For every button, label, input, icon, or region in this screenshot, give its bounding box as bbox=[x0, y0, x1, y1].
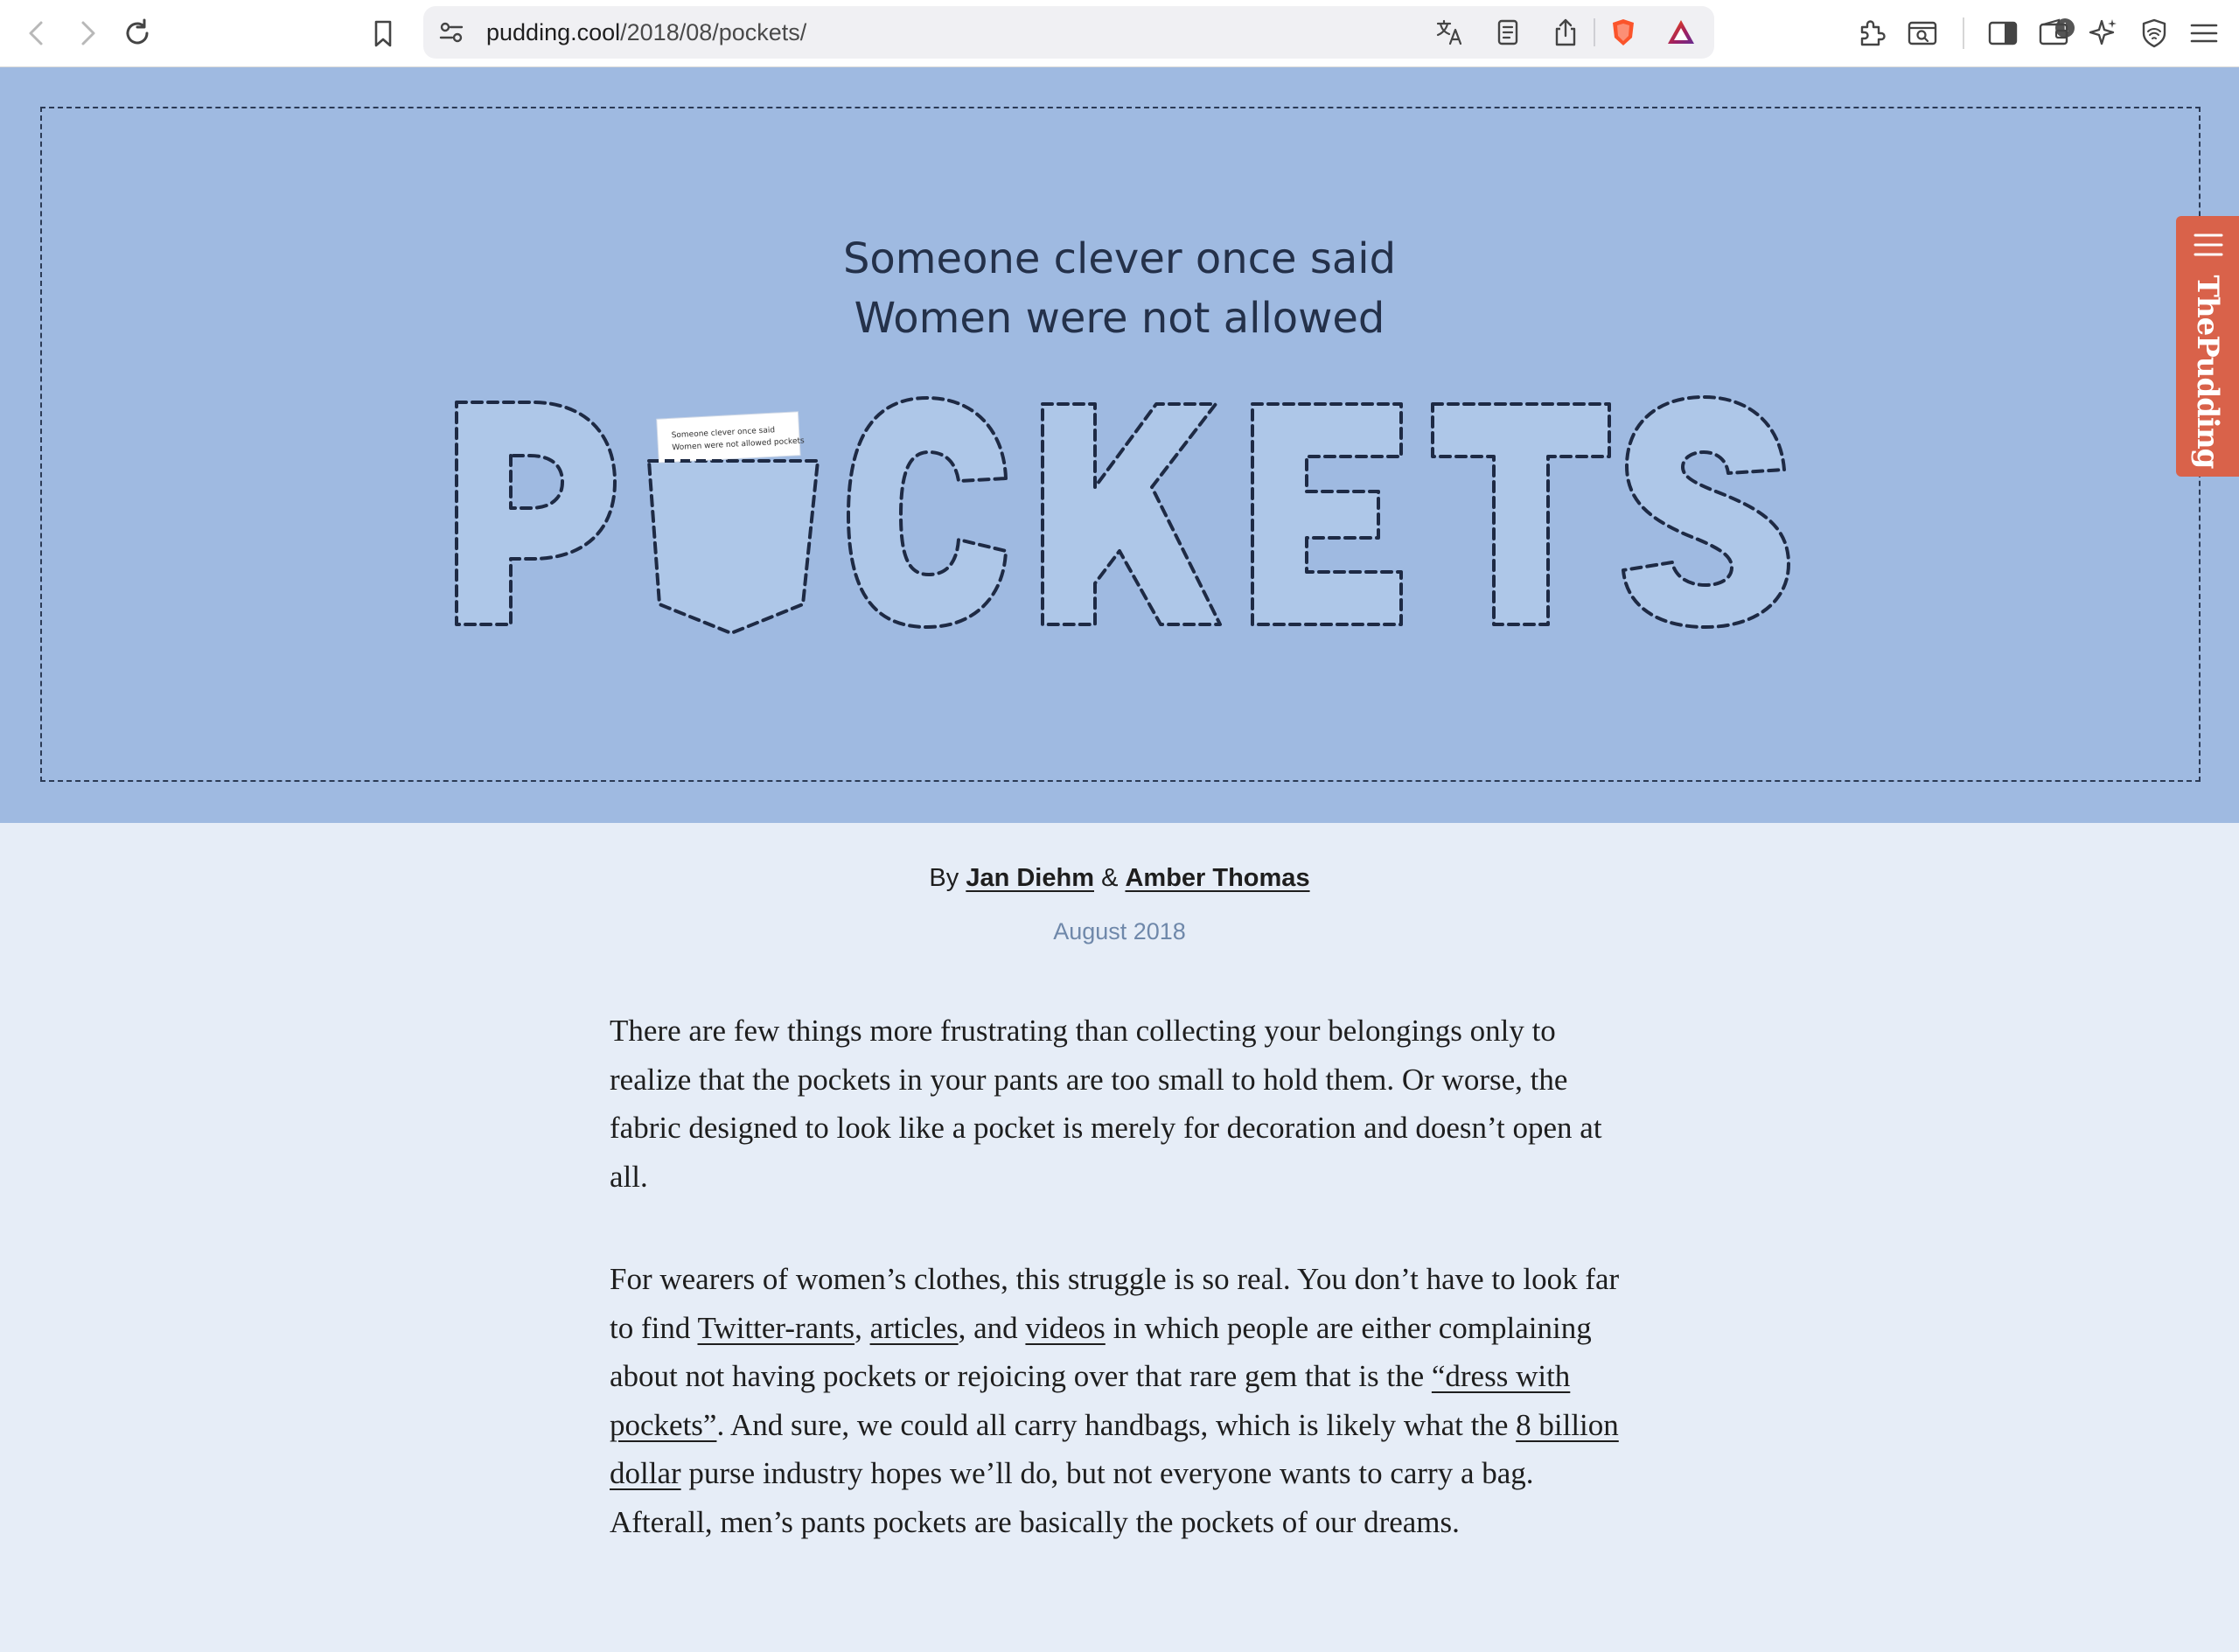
shield-count-badge: 1 bbox=[2055, 18, 2075, 38]
byline-amp: & bbox=[1101, 864, 1119, 892]
the-pudding-logo[interactable]: ThePudding bbox=[2190, 275, 2225, 469]
link-8-billion-dollar[interactable]: 8 billion dollar bbox=[610, 1407, 1619, 1490]
toolbar-divider bbox=[1963, 17, 1964, 49]
link-dress-with-pockets[interactable]: “dress with pockets” bbox=[610, 1359, 1571, 1442]
side-menu-icon[interactable] bbox=[2194, 232, 2223, 258]
byline bbox=[0, 864, 2239, 893]
pocket-note-line-2: Women were not allowed pockets bbox=[672, 436, 805, 453]
hero-line-1: Someone clever once said bbox=[842, 234, 1397, 283]
pocket-note bbox=[657, 411, 806, 463]
publish-date: August 2018 bbox=[1053, 918, 1186, 944]
brave-shield-icon[interactable] bbox=[1608, 17, 1639, 48]
p2-text-c: , and bbox=[958, 1310, 1026, 1345]
url-domain: pudding.cool bbox=[486, 19, 621, 45]
sidebar-icon[interactable] bbox=[1985, 16, 2020, 51]
byline-prefix: By bbox=[929, 864, 959, 892]
hero-line-2: Women were not allowed bbox=[854, 294, 1385, 343]
vpn-icon[interactable] bbox=[2137, 16, 2172, 51]
url-text[interactable] bbox=[486, 6, 806, 59]
link-twitter-rants[interactable]: Twitter-rants bbox=[697, 1310, 855, 1345]
site-settings-icon[interactable] bbox=[436, 17, 467, 48]
p2-text-e: . And sure, we could all carry handbags, which is likely what the bbox=[716, 1407, 1517, 1442]
pocket-note-line-1: Someone clever once said bbox=[671, 426, 776, 441]
pocket-shape bbox=[649, 461, 818, 633]
reload-icon[interactable] bbox=[120, 16, 155, 51]
url-divider bbox=[1594, 18, 1595, 46]
letter-t bbox=[1433, 404, 1609, 624]
letter-s bbox=[1623, 397, 1789, 627]
letter-k bbox=[1043, 404, 1220, 624]
menu-icon[interactable] bbox=[2187, 16, 2222, 51]
p2-text-d: in which people are either complaining about not having pockets or rejoicing over that rare gem that is the bbox=[610, 1310, 1592, 1393]
share-icon[interactable] bbox=[1550, 17, 1581, 48]
link-videos[interactable]: videos bbox=[1025, 1310, 1106, 1345]
leo-icon[interactable] bbox=[2086, 16, 2121, 51]
letter-p bbox=[457, 402, 615, 624]
p2-text-a: For wearers of women’s clothes, this struggle is so real. You don’t have to look far to find bbox=[610, 1262, 1620, 1345]
author-link-jan-diehm[interactable]: Jan Diehm bbox=[966, 864, 1094, 892]
browser-toolbar bbox=[0, 0, 2239, 67]
hero-banner bbox=[0, 67, 2239, 823]
the-pudding-tab[interactable] bbox=[2176, 216, 2239, 477]
forward-icon[interactable] bbox=[70, 16, 105, 51]
article-paragraph-1: There are few things more frustrating than collecting your belongings only to realize that the pockets in your pants are too small to hold them. Or worse, the fabric designed to look like a pocket is merely for decoration and doesn’t open at all. bbox=[610, 1014, 1602, 1194]
link-articles[interactable]: articles bbox=[869, 1310, 959, 1345]
extensions-icon[interactable] bbox=[1854, 16, 1889, 51]
reader-icon[interactable] bbox=[1492, 17, 1524, 48]
back-icon[interactable] bbox=[19, 16, 54, 51]
letter-e bbox=[1252, 404, 1401, 624]
pockets-title-graphic bbox=[0, 67, 2239, 823]
author-link-amber-thomas[interactable]: Amber Thomas bbox=[1125, 864, 1310, 892]
rewards-icon[interactable] bbox=[1665, 17, 1697, 48]
article-paragraph-2 bbox=[610, 1255, 1642, 1546]
address-bar[interactable] bbox=[423, 6, 2069, 59]
tab-search-icon[interactable] bbox=[1905, 16, 1940, 51]
translate-icon[interactable] bbox=[1434, 17, 1466, 48]
letter-c bbox=[848, 398, 1006, 627]
p2-text-b: , bbox=[854, 1310, 870, 1345]
url-path: /2018/08/pockets/ bbox=[620, 19, 807, 45]
wallet-icon[interactable] bbox=[2036, 16, 2071, 51]
p2-text-f: purse industry hopes we’ll do, but not everyone wants to carry a bag. Afterall, men’s pants pockets are basically the pockets of our dreams. bbox=[610, 1456, 1534, 1539]
bookmark-icon[interactable] bbox=[366, 16, 401, 51]
